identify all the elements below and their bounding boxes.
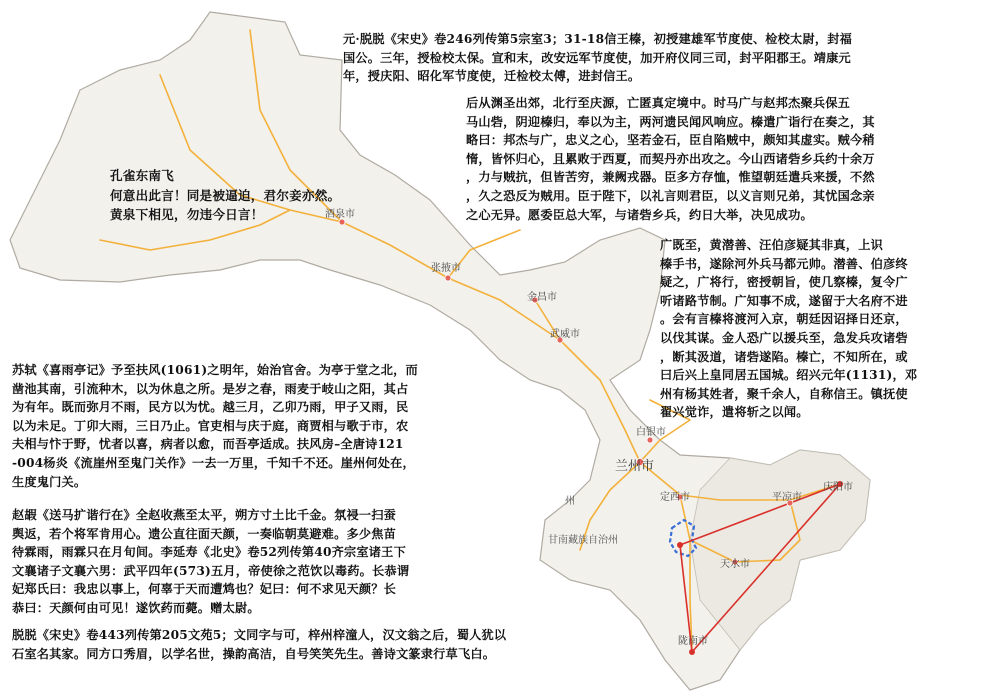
text-xiyuting-ji: 苏轼《喜雨亭记》予至扶风(1061)之明年，始治官舍。为亭于堂之北，而 凿池其南，引流种木，以为休息之所。是岁之春，雨麦于岐山之阳，其占 为有年。既而弥月不雨，民方以为忧。越三月，乙卯乃雨，甲子又雨，民 以为未足。丁卯大雨，三日乃止。官吏相与庆于庭，商贾相与歌于市，农 夫相与忭于野，忧者以喜，病者以愈，而吾亭适成。扶风房–全唐诗121 -004杨炎《流崖州至鬼门关作》一去一万里，千知千不还。崖州何处在， 生度鬼门关。: [12, 363, 418, 489]
region-gannan: 甘南藏族自治州: [548, 535, 618, 546]
text-wentong-bio: 脱脱《宋史》卷443列传第205文苑5；文同字与可，梓州梓潼人，汉文翁之后，蜀人犹以 石室名其家。同方口秀眉，以学名世，操韵高洁，自号笑笑先生。善诗文篆隶行草飞白。: [12, 628, 507, 661]
city-tianshui: 天水市: [720, 559, 750, 570]
city-wuwei: 武威市: [550, 329, 580, 340]
text-peacock-poem: 孔雀东南飞 何意出此言！同是被逼迫，君尔妾亦然。 黄泉下相见，勿违今日言！: [110, 168, 341, 222]
text-songshi-xinwang: 元·脱脱《宋史》卷246列传第5宗室3；31-18信王榛，初授建雄军节度使、检校太尉，封福 国公。三年，授检校太保。宣和末，改安远军节度使，加开府仪同三司，封平阳郡王。靖康元 年，授庆阳、昭化军节度使，迁检校太傅，进封信王。: [343, 32, 852, 84]
neighbor-area-east: [690, 450, 870, 650]
text-zhaogu-poem: 赵嘏《送马扩谐行在》全赵收燕至太平，朔方寸土比千金。氛祲一扫蚕 舆返，若个将军肯用心。遗公直往面天颜，一奏临朝莫避难。多少焦苗 待霖雨，雨霖只在月旬间。李延寿《北史》卷52列传第40齐宗室诸王下 文襄诸子文襄六男：武平四年(573)五月，帝使徐之范饮以毒药。长恭谓 妃郑氏曰：我忠以事上，何辜于天而遭鸩也？妃曰：何不求见天颜？长 恭曰：天颜何由可见！遂饮药而薨。赠太尉。: [12, 508, 410, 615]
city-jiuquan: 酒泉市: [325, 209, 355, 220]
city-zhangye: 张掖市: [431, 263, 461, 274]
city-pingliang: 平凉市: [772, 492, 802, 503]
text-maguang-account: 广既至，黄潜善、汪伯彦疑其非真，上识 榛手书，遂除河外兵马都元帅。潜善、伯彦终 疑之，广将行，密授朝旨，使几察榛，复令广 听诸路节制。广知事不成，遂留于大名府不进 。会有言榛将渡河入京，朝廷因诏择日还京， 以伐其谋。金人恐广以援兵至，急发兵攻诸砦 ，断其汲道，诸砦遂陷。榛亡，不知所在，或 曰后兴上皇同居五国城。绍兴元年(1131)，邓 州有杨其姓者，聚千余人，自称信王。镇抚使 翟兴觉诈，遣将斩之以闻。: [660, 238, 918, 420]
city-lanzhou: 兰州市: [615, 459, 655, 474]
city-jinchang: 金昌市: [527, 292, 557, 303]
city-dingxi: 定西市: [660, 492, 690, 503]
city-baiyin: 白银市: [636, 427, 666, 438]
text-zhen-memorial: 后从渊圣出郊，北行至庆源，亡匿真定境中。时马广与赵邦杰聚兵保五 马山砦，阴迎榛归，奉以为主，两河遗民闻风响应。榛遣广诣行在奏之，其 略曰：邦杰与广，忠义之心，坚若金石，臣自陷贼中，颇知其虚实。贼今稍 惰，皆怀归心，且累败于西夏，而契丹亦出攻之。今山西诸砦乡兵约十余万 ，力与贼抗，但皆苦穷，兼阙戎器。臣多方存恤，惟望朝廷遣兵来援，不然 ，久之恐反为贼用。臣于陛下，以礼言则君臣，以义言则兄弟，其忧国念亲 之心无异。愿委臣总大军，与诸砦乡兵，约日大举，决见成功。: [466, 96, 875, 222]
city-longnan: 陇南市: [678, 636, 708, 647]
city-qingyang: 庆阳市: [823, 482, 853, 493]
region-linxia-fragment: 州: [565, 496, 575, 507]
